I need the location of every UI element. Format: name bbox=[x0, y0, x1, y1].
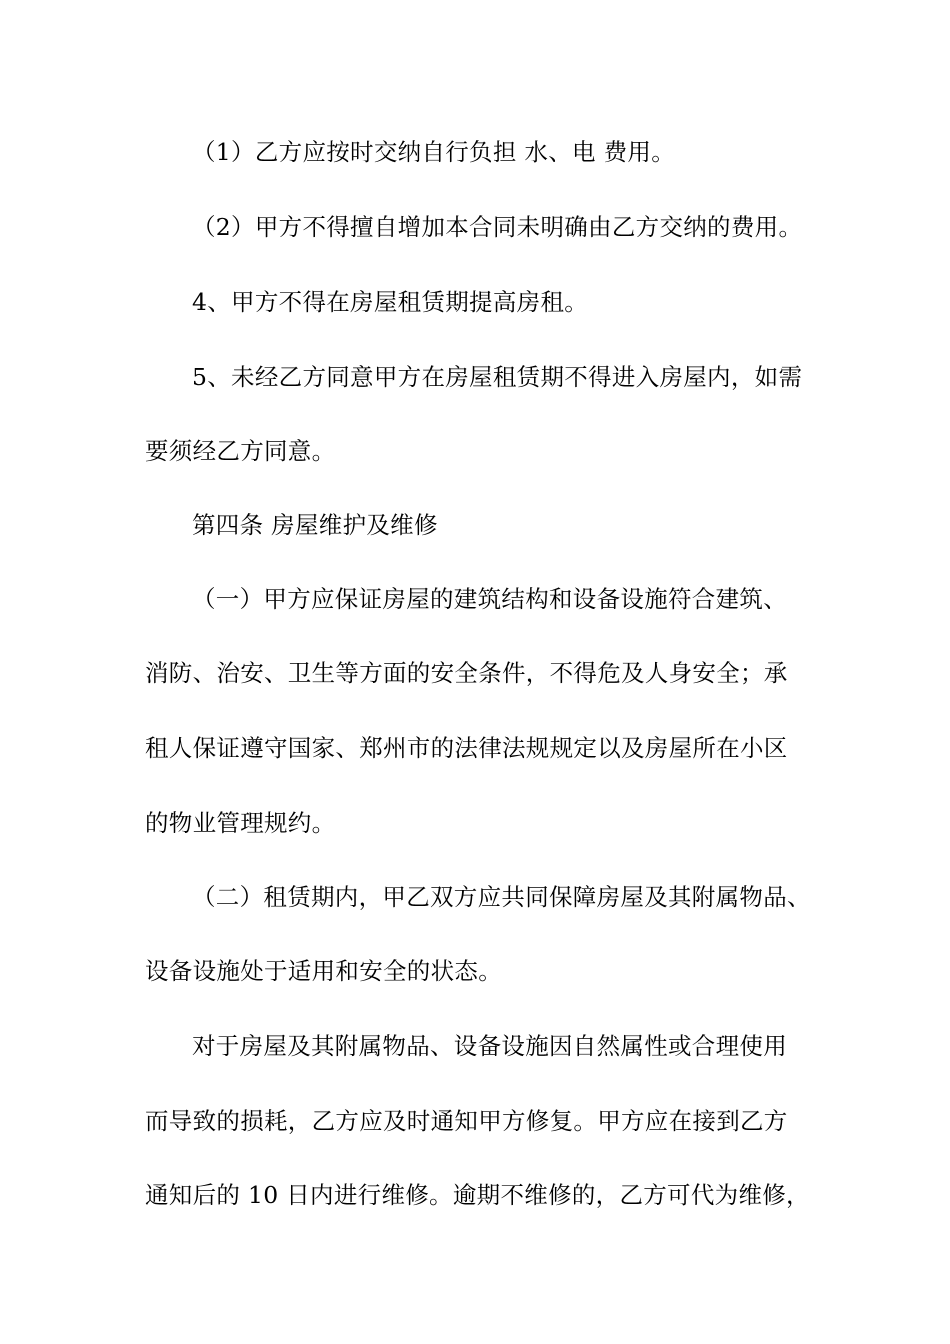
paragraph-line-2: （2）甲方不得擅自增加本合同未明确由乙方交纳的费用。 bbox=[192, 213, 803, 241]
paragraph-line-9: 租人保证遵守国家、郑州市的法律法规规定以及房屋所在小区 bbox=[145, 734, 788, 762]
paragraph-line-8: 消防、治安、卫生等方面的安全条件，不得危及人身安全；承 bbox=[145, 659, 788, 687]
paragraph-line-7: （一）甲方应保证房屋的建筑结构和设备设施符合建筑、 bbox=[192, 585, 787, 613]
paragraph-line-14: 而导致的损耗，乙方应及时通知甲方修复。甲方应在接到乙方 bbox=[145, 1107, 788, 1135]
section-heading: 第四条 房屋维护及维修 bbox=[192, 511, 438, 539]
paragraph-line-12: 设备设施处于适用和安全的状态。 bbox=[145, 957, 502, 985]
paragraph-line-1: （1）乙方应按时交纳自行负担 水、电 费用。 bbox=[192, 138, 675, 166]
paragraph-line-10: 的物业管理规约。 bbox=[145, 809, 336, 837]
paragraph-line-11: （二）租赁期内，甲乙双方应共同保障房屋及其附属物品、 bbox=[192, 883, 811, 911]
paragraph-line-5: 要须经乙方同意。 bbox=[145, 437, 336, 465]
paragraph-line-3: 4、甲方不得在房屋租赁期提高房租。 bbox=[192, 288, 589, 316]
paragraph-line-13: 对于房屋及其附属物品、设备设施因自然属性或合理使用 bbox=[192, 1032, 787, 1060]
paragraph-line-15: 通知后的 10 日内进行维修。逾期不维修的，乙方可代为维修， bbox=[145, 1181, 810, 1209]
paragraph-line-4: 5、未经乙方同意甲方在房屋租赁期不得进入房屋内，如需 bbox=[192, 363, 803, 391]
